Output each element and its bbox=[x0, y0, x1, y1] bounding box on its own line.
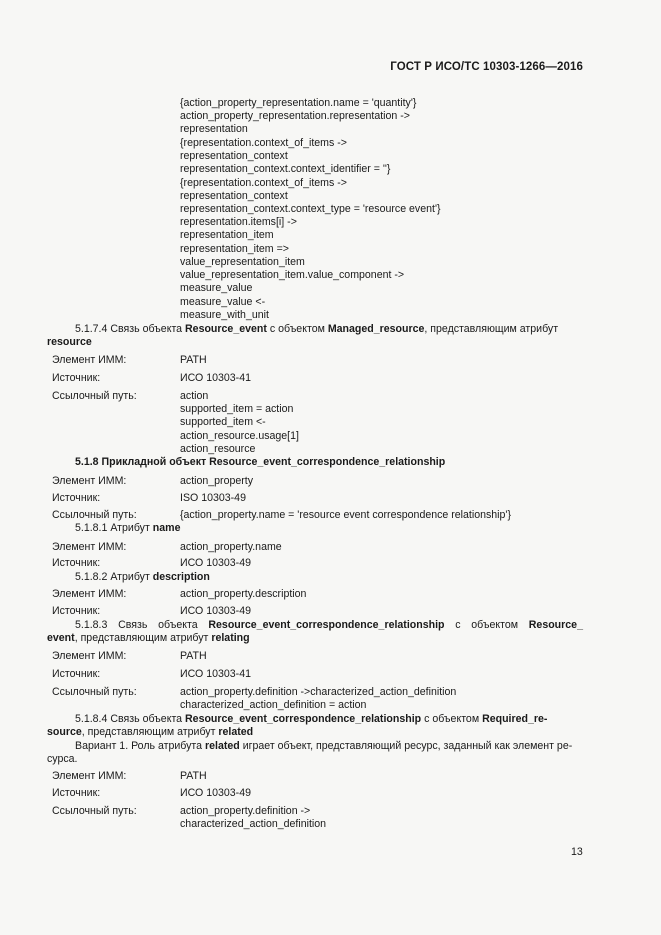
field-label: Элемент ИММ: bbox=[52, 650, 127, 662]
field-value: ИСО 10303-49 bbox=[180, 557, 251, 569]
field-label: Источник: bbox=[52, 492, 101, 504]
field-label: Источник: bbox=[52, 372, 101, 384]
section-5-1-8-4: 5.1.8.4 Связь объекта Resource_event_correspondence_relationship с объектом Required_re- bbox=[75, 713, 548, 725]
field-value: PATH bbox=[180, 650, 207, 662]
path-line: measure_value bbox=[180, 282, 253, 294]
path-line: representation_context.context_identifier = ''} bbox=[180, 163, 391, 175]
path-line: action_property_representation.representation -> bbox=[180, 110, 410, 122]
field-label: Источник: bbox=[52, 605, 101, 617]
path-line: representation.items[i] -> bbox=[180, 216, 297, 228]
section-5-1-7-4-cont: resource bbox=[47, 336, 92, 348]
path-line: measure_with_unit bbox=[180, 309, 269, 321]
path-line: representation_item bbox=[180, 229, 274, 241]
path-line: representation bbox=[180, 123, 248, 135]
field-value: action_resource.usage[1] bbox=[180, 430, 299, 442]
field-value: ИСО 10303-49 bbox=[180, 605, 251, 617]
field-value: ИСО 10303-41 bbox=[180, 668, 251, 680]
field-value: characterized_action_definition = action bbox=[180, 699, 367, 711]
section-5-1-8-4-cont: source, представляющим атрибут related bbox=[47, 726, 254, 738]
field-label: Ссылочный путь: bbox=[52, 390, 137, 402]
field-label: Источник: bbox=[52, 668, 101, 680]
path-line: measure_value <- bbox=[180, 296, 266, 308]
section-5-1-8-3-cont: event, представляющим атрибут relating bbox=[47, 632, 250, 644]
path-line: value_representation_item bbox=[180, 256, 305, 268]
path-line: representation_item => bbox=[180, 243, 289, 255]
field-value: action_property.name bbox=[180, 541, 282, 553]
path-line: value_representation_item.value_component -> bbox=[180, 269, 405, 281]
page-number: 13 bbox=[571, 846, 583, 858]
path-line: representation_context bbox=[180, 190, 288, 202]
field-value: action_property.description bbox=[180, 588, 307, 600]
field-value: PATH bbox=[180, 770, 207, 782]
field-value: supported_item <- bbox=[180, 416, 266, 428]
field-value: {action_property.name = 'resource event correspondence relationship'} bbox=[180, 509, 511, 521]
section-5-1-8-heading: 5.1.8 Прикладной объект Resource_event_correspondence_relationship bbox=[75, 456, 446, 468]
field-label: Ссылочный путь: bbox=[52, 686, 137, 698]
field-value: action bbox=[180, 390, 209, 402]
field-label: Элемент ИММ: bbox=[52, 475, 127, 487]
section-5-1-8-2: 5.1.8.2 Атрибут description bbox=[75, 571, 210, 583]
section-5-1-7-4: 5.1.7.4 Связь объекта Resource_event с объектом Managed_resource, представляющим атрибут bbox=[75, 323, 559, 335]
section-5-1-8-3: 5.1.8.3 Связь объекта Resource_event_correspondence_relationship с объектом Resource_ bbox=[75, 619, 583, 631]
field-value: action_property.definition ->characterized_action_definition bbox=[180, 686, 457, 698]
field-label: Ссылочный путь: bbox=[52, 805, 137, 817]
path-line: {representation.context_of_items -> bbox=[180, 177, 347, 189]
field-value: action_resource bbox=[180, 443, 256, 455]
field-label: Источник: bbox=[52, 557, 101, 569]
variant-note: Вариант 1. Роль атрибута related играет объект, представляющий ресурс, заданный как элемент ре- bbox=[75, 740, 573, 752]
field-value: action_property.definition -> bbox=[180, 805, 311, 817]
variant-note-cont: сурса. bbox=[47, 753, 78, 765]
path-line: {representation.context_of_items -> bbox=[180, 137, 347, 149]
path-line: representation_context.context_type = 'resource event'} bbox=[180, 203, 441, 215]
section-5-1-8-1: 5.1.8.1 Атрибут name bbox=[75, 522, 181, 534]
path-line: representation_context bbox=[180, 150, 288, 162]
field-label: Элемент ИММ: bbox=[52, 770, 127, 782]
field-label: Элемент ИММ: bbox=[52, 588, 127, 600]
field-value: action_property bbox=[180, 475, 254, 487]
document-header: ГОСТ Р ИСО/ТС 10303-1266—2016 bbox=[390, 61, 583, 73]
field-label: Элемент ИММ: bbox=[52, 354, 127, 366]
field-label: Ссылочный путь: bbox=[52, 509, 137, 521]
field-label: Источник: bbox=[52, 787, 101, 799]
field-value: PATH bbox=[180, 354, 207, 366]
field-value: ИСО 10303-41 bbox=[180, 372, 251, 384]
field-label: Элемент ИММ: bbox=[52, 541, 127, 553]
field-value: supported_item = action bbox=[180, 403, 294, 415]
field-value: ISO 10303-49 bbox=[180, 492, 246, 504]
path-line: {action_property_representation.name = 'quantity'} bbox=[180, 97, 417, 109]
field-value: characterized_action_definition bbox=[180, 818, 327, 830]
field-value: ИСО 10303-49 bbox=[180, 787, 251, 799]
